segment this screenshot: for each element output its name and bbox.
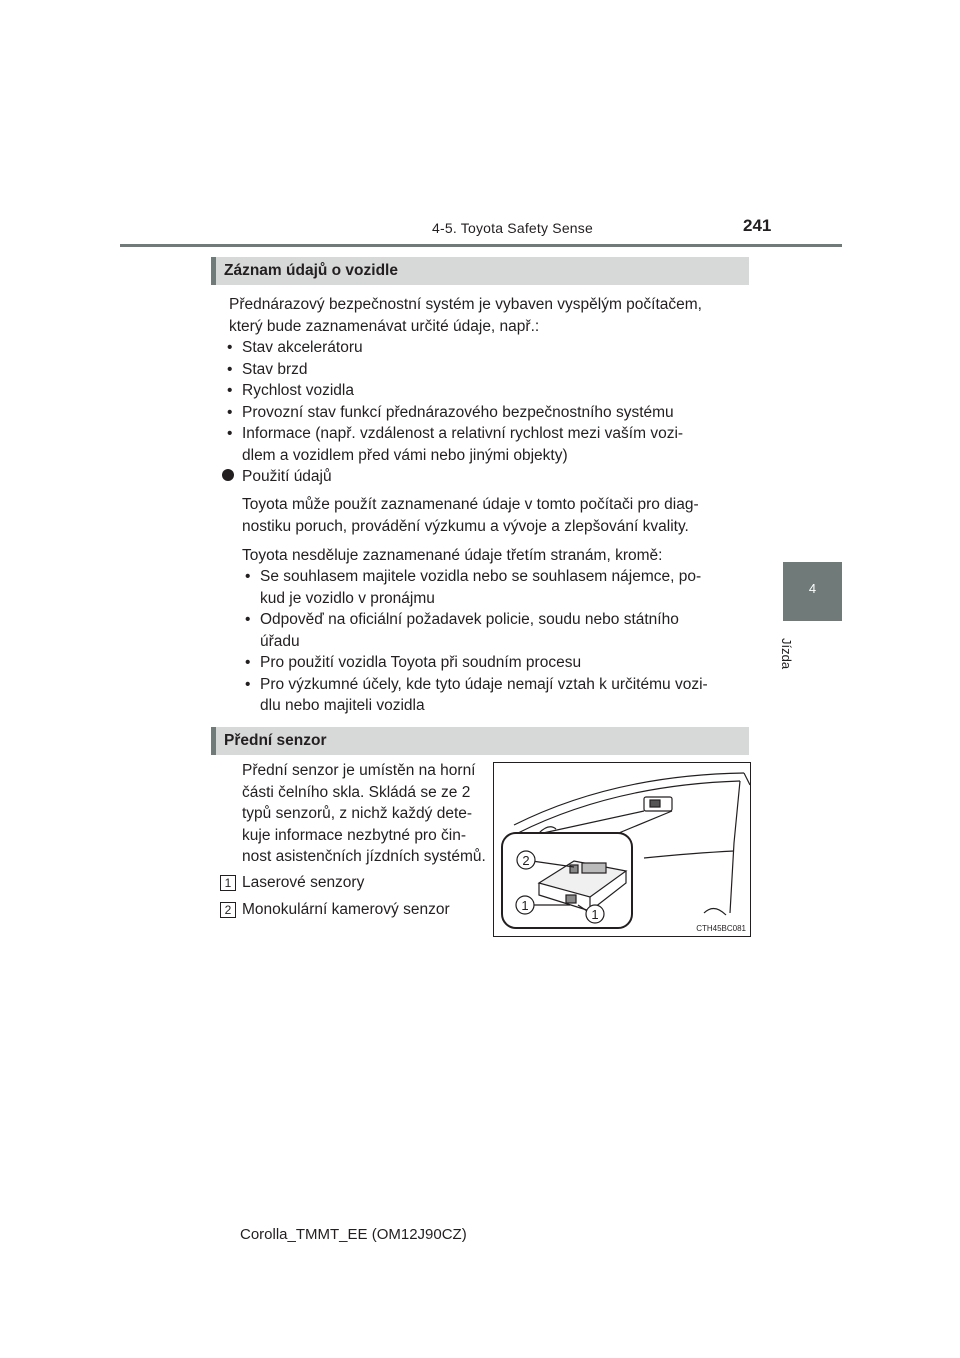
windshield-sensor-drawing (494, 763, 750, 936)
data-use-paragraph (242, 494, 744, 537)
figure-code: CTH45BC081 (696, 924, 746, 933)
paragraph-line: kuje informace nezbytné pro čin- (242, 826, 467, 844)
paragraph-line: nost asistenčních jízdních systémů. (242, 848, 486, 865)
callout-1: 1 (521, 898, 529, 913)
list-item: • Odpověď na oficiální požadavek policie, soudu nebo státního (242, 609, 744, 631)
bullet-dot-icon (222, 469, 234, 481)
page-number: 241 (743, 216, 772, 235)
intro-line-1: Přednárazový bezpečnostní systém je vybaven vyspělým počítačem, (229, 296, 702, 313)
list-item-continuation: úřadu (260, 632, 300, 650)
footer-document-id: Corolla_TMMT_EE (OM12J90CZ) (240, 1226, 467, 1243)
list-item: • Provozní stav funkcí přednárazového bezpečnostního systému (224, 402, 744, 424)
item-label: Laserové senzory (242, 874, 365, 891)
item-number-box: 2 (220, 902, 236, 918)
chapter-number: 4 (808, 581, 817, 596)
section-heading-text: Záznam údajů o vozidle (224, 262, 398, 279)
chapter-tab (783, 562, 842, 621)
callout-1: 1 (591, 907, 599, 922)
front-sensor-paragraph (242, 760, 489, 868)
third-party-paragraph (242, 545, 744, 567)
paragraph-line: Přední senzor je umístěn na horní (242, 762, 476, 779)
item-number-box: 1 (220, 875, 236, 891)
chapter-label-text: Jízda (779, 638, 794, 670)
intro-paragraph (229, 294, 744, 337)
item-label: Monokulární kamerový senzor (242, 901, 450, 918)
paragraph-line: nostiku poruch, provádění výzkumu a vývoje a zlepšování kvality. (242, 517, 689, 535)
paragraph-line: typů senzorů, z nichž každý dete- (242, 805, 473, 822)
header-rule (120, 244, 842, 247)
front-sensor-illustration (493, 762, 751, 937)
paragraph-line: Toyota nesděluje zaznamenané údaje třetím stranám, kromě: (242, 547, 663, 564)
list-item: • Rychlost vozidla (224, 380, 744, 402)
third-party-exceptions-list (242, 566, 744, 717)
paragraph-line: části čelního skla. Skládá se ze 2 (242, 783, 471, 801)
list-item-continuation: dlu nebo majiteli vozidla (260, 697, 425, 714)
recorded-data-list (224, 337, 744, 466)
subheading-data-use (222, 466, 332, 488)
list-item: • Stav akcelerátoru (224, 337, 744, 359)
list-item: • Pro výzkumné účely, kde tyto údaje nemají vztah k určitému vozi- (242, 674, 744, 696)
section-heading-front-sensor (211, 727, 749, 755)
list-item: • Se souhlasem majitele vozidla nebo se souhlasem nájemce, po- (242, 566, 744, 588)
list-item: • Stav brzd (224, 359, 744, 381)
chapter-label (776, 638, 796, 708)
callout-2: 2 (522, 853, 530, 868)
intro-line-2: který bude zaznamenávat určité údaje, např.: (229, 317, 540, 335)
list-item-continuation: kud je vozidlo v pronájmu (260, 589, 435, 607)
section-heading-data-recording (211, 257, 749, 285)
subheading-text: Použití údajů (242, 468, 332, 485)
list-item: • Pro použití vozidla Toyota při soudním procesu (242, 652, 744, 674)
running-header-section: 4-5. Toyota Safety Sense (432, 220, 593, 236)
section-heading-text: Přední senzor (224, 732, 327, 749)
list-item: • Informace (např. vzdálenost a relativní rychlost mezi vaším vozi- (224, 423, 744, 445)
list-item-continuation: dlem a vozidlem před vámi nebo jinými objekty) (242, 446, 568, 464)
paragraph-line: Toyota může použít zaznamenané údaje v tomto počítači pro diag- (242, 496, 699, 513)
